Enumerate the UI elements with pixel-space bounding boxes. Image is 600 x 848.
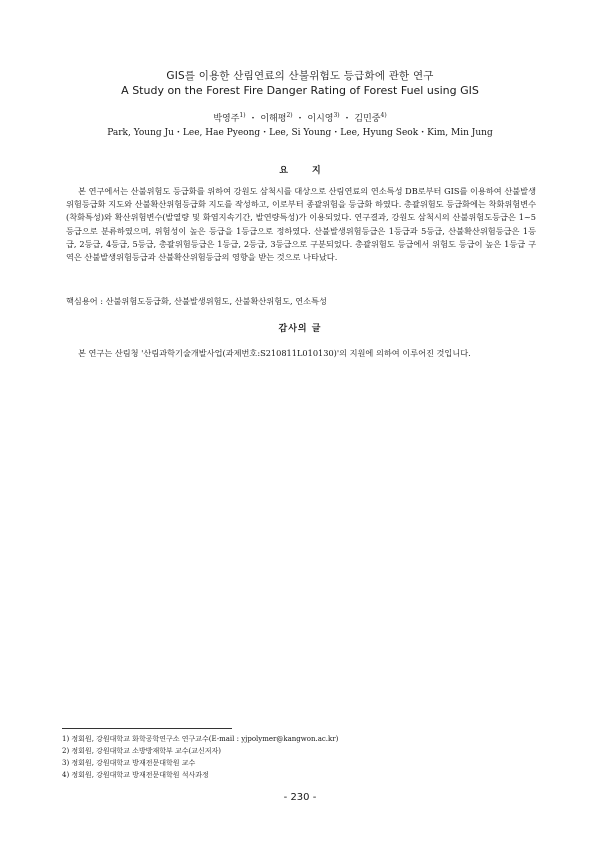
title-english: A Study on the Forest Fire Danger Rating of Forest Fuel using GIS <box>121 84 479 97</box>
author-name: 이해평 <box>260 114 287 124</box>
footnote-item: 3) 정회원, 강원대학교 방재전문대학원 교수 <box>62 759 196 767</box>
footnotes <box>62 733 542 781</box>
authors-english: Park, Young Ju・Lee, Hae Pyeong・Lee, Si Young・Lee, Hyung Seok・Kim, Min Jung <box>107 128 493 138</box>
author-footnote-mark: 1) <box>239 112 246 119</box>
author-separator: ・ <box>295 114 305 124</box>
keywords: 핵심용어 : 산불위험도등급화, 산불발생위험도, 산불확산위험도, 연소특성 <box>66 296 327 306</box>
page-number: - 230 - <box>283 792 317 803</box>
acknowledgment-heading: 감사의 글 <box>278 324 322 334</box>
title-korean: GIS를 이용한 산림연료의 산불위험도 등급화에 관한 연구 <box>166 70 434 82</box>
author-name: 김민중 <box>354 114 381 124</box>
acknowledgment-body: 본 연구는 산림청 '산림과학기술개발사업(과제번호:S210811L010130)'의 지원에 의하여 이루어진 것입니다. <box>78 348 471 358</box>
author-separator: ・ <box>248 114 258 124</box>
author-footnote-mark: 4) <box>380 112 387 119</box>
author-separator: ・ <box>342 114 352 124</box>
author-footnote-mark: 2) <box>286 112 293 119</box>
authors-korean <box>0 111 600 124</box>
author-name: 이시영 <box>307 114 334 124</box>
footnote-divider <box>62 728 232 729</box>
author-name: 박영주 <box>213 114 240 124</box>
footnote-item: 1) 정회원, 강원대학교 화학공학연구소 연구교수(E-mail : yjpolymer@kangwon.ac.kr) <box>62 735 339 743</box>
author-footnote-mark: 3) <box>333 112 340 119</box>
abstract-heading: 요지 <box>279 166 345 176</box>
abstract-body: 본 연구에서는 산불위험도 등급화를 위하여 강원도 삼척시를 대상으로 산림연료의 연소특성 DB로부터 GIS를 이용하여 산불발생위험등급화 지도와 산불확산위험등급화 지도를 작성하고, 이로부터 종괄위험을 등급화 하였다. 총괄위험도 등급화에는 착화위험변수(착화특성)와 확산위험변수(발열량 및 화염지속기간, 발연량특성)가 이용되었다. 연구결과, 강원도 삼척시의 산불위험도등급은 1~5등급으로 분류하였으며, 위험성이 높은 등급을 1등급으로 정하였다. 산불발생위험등급은 1등급과 5등급, 산불확산위험등급은 1등급, 2등급, 4등급, 5등급, 총괄위험등급은 1등급, 2등급, 3등급으로 구분되었다. 총괄위험도 등급에서 위험도 등급이 높은 1등급 구역은 산불발생위험등급과 산불확산위험등급의 영향을 받는 것으로 나타났다. <box>66 186 536 263</box>
footnote-item: 2) 정회원, 강원대학교 소방방재학부 교수(교신저자) <box>62 747 222 755</box>
footnote-item: 4) 정회원, 강원대학교 방재전문대학원 석사과정 <box>62 771 209 779</box>
